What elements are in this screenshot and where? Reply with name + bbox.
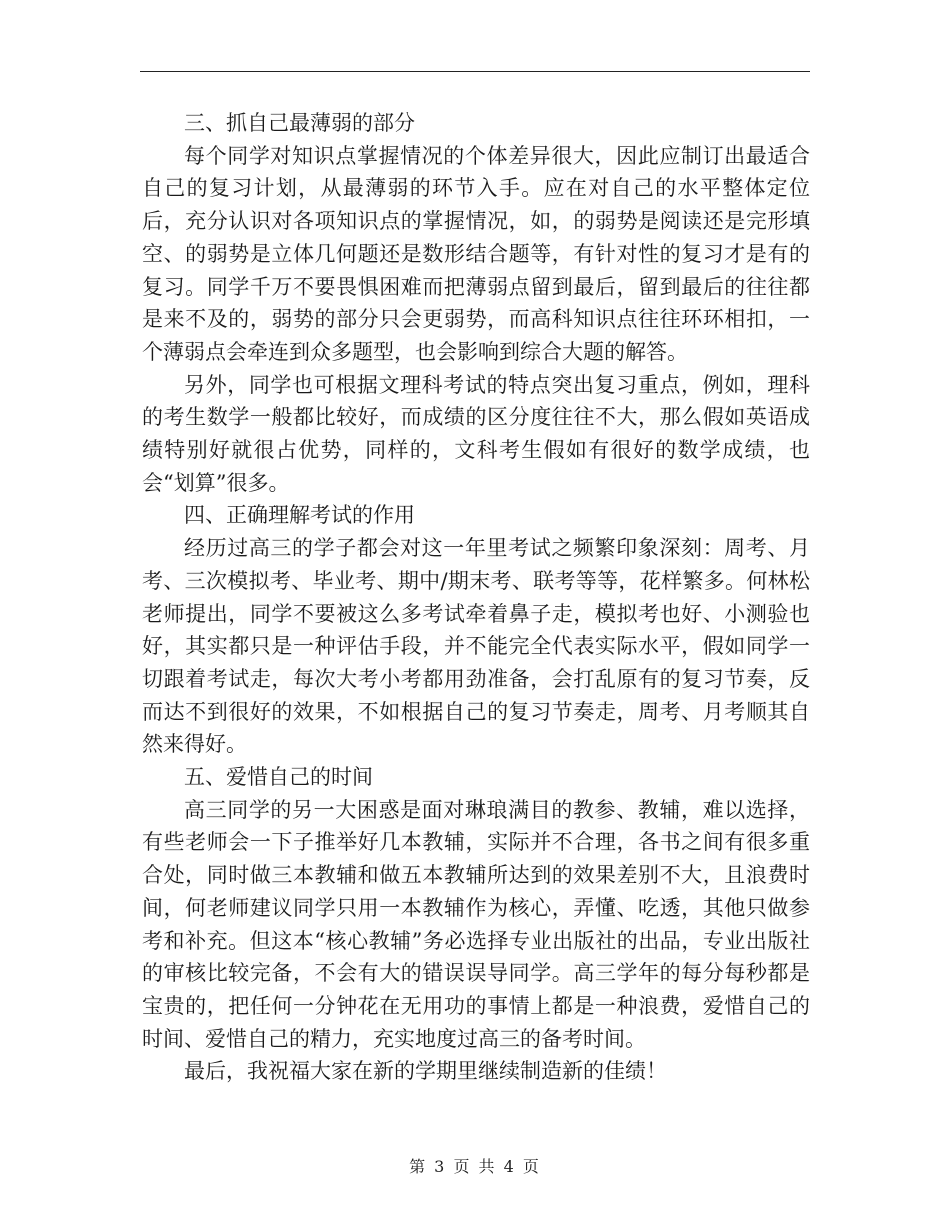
section-heading: 四、正确理解考试的作用 (184, 503, 415, 528)
section-heading: 五、爱惜自己的时间 (184, 765, 373, 790)
header-rule (140, 71, 810, 72)
body-paragraph: 高三同学的另一大困惑是面对琳琅满目的教参、教辅，难以选择，有些老师会一下子推举好几本教辅，实际并不合理，各书之间有很多重合处，同时做三本教辅和做五本教辅所达到的效果差别不大，且浪费时间，何老师建议同学只用一本教辅作为核心，弄懂、吃透，其他只做参考和补充。但这本“核心教辅”务必选择专业出版社的出品，专业出版社的审核比较完备，不会有大的错误误导同学。高三学年的每分每秒都是宝贵的，把任何一分钟花在无用功的事情上都是一种浪费，爱惜自己的时间、爱惜自己的精力，充实地度过高三的备考时间。 (142, 797, 810, 1051)
body-paragraph: 经历过高三的学子都会对这一年里考试之频繁印象深刻：周考、月考、三次模拟考、毕业考、期中/期末考、联考等等，花样繁多。何林松老师提出，同学不要被这么多考试牵着鼻子走，模拟考也好、小测验也好，其实都只是一种评估手段，并不能完全代表实际水平，假如同学一切跟着考试走，每次大考小考都用劲准备，会打乱原有的复习节奏，反而达不到很好的效果，不如根据自己的复习节奏走，周考、月考顺其自然来得好。 (142, 536, 810, 757)
page-number: 第 3 页 共 4 页 (409, 1157, 541, 1176)
body-paragraph: 每个同学对知识点掌握情况的个体差异很大，因此应制订出最适合自己的复习计划，从最薄弱的环节入手。应在对自己的水平整体定位后，充分认识对各项知识点的掌握情况，如，的弱势是阅读还是完形填空、的弱势是立体几何题还是数形结合题等，有针对性的复习才是有的复习。同学千万不要畏惧困难而把薄弱点留到最后，留到最后的往往都是来不及的，弱势的部分只会更弱势，而高科知识点往往环环相扣，一个薄弱点会牵连到众多题型，也会影响到综合大题的解答。 (142, 143, 810, 364)
document-body (142, 107, 810, 1088)
body-paragraph: 另外，同学也可根据文理科考试的特点突出复习重点，例如，理科的考生数学一般都比较好，而成绩的区分度往往不大，那么假如英语成绩特别好就很占优势，同样的，文科考生假如有很好的数学成绩，也会“划算”很多。 (142, 372, 810, 495)
body-paragraph: 最后，我祝福大家在新的学期里继续制造新的佳绩！ (184, 1059, 667, 1084)
section-heading: 三、抓自己最薄弱的部分 (184, 111, 415, 135)
